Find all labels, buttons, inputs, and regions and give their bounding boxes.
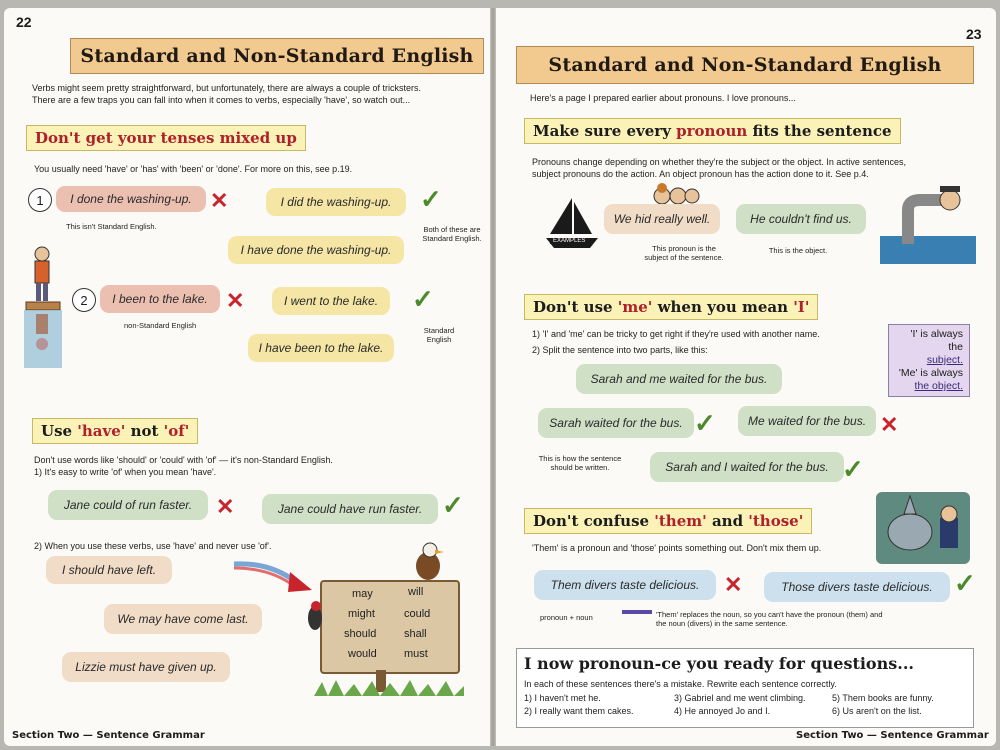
- question-5: 5) Them books are funny.: [832, 693, 934, 703]
- note-subject: This pronoun is the subject of the sentence.: [644, 244, 724, 262]
- example-number-1: 1: [28, 188, 52, 212]
- heading-them-those-part-a: Don't confuse: [533, 512, 655, 530]
- pill-i-have-done: I have done the washing-up.: [228, 236, 404, 264]
- heading-have-of-part-a: Use: [41, 422, 78, 440]
- page-title-right: Standard and Non-Standard English: [516, 46, 974, 84]
- intro-line-2: There are a few traps you can fall into when it comes to verbs, especially 'have', so watch out...: [32, 95, 411, 105]
- heading-me-i-part-d: 'I': [793, 298, 810, 316]
- note-both-standard: Both of these are Standard English.: [422, 225, 482, 243]
- cross-icon: ✕: [216, 494, 235, 519]
- tick-icon: ✓: [842, 454, 864, 484]
- heading-tenses-part-b: tenses mixed up: [160, 129, 297, 147]
- heading-me-i-part-b: 'me': [617, 298, 653, 316]
- sign-word-may: may: [352, 588, 373, 600]
- pill-them-divers: Them divers taste delicious.: [534, 570, 716, 600]
- sign-word-could: could: [404, 608, 431, 620]
- rule-line-3: 'Me' is always: [898, 367, 963, 379]
- rule-line-1: 'I' is always the: [910, 328, 963, 353]
- footer-right: Section Two — Sentence Grammar: [796, 730, 989, 741]
- arrow-line-icon: [622, 610, 652, 614]
- rainbow-arrow-icon: [230, 556, 314, 596]
- heading-me-i: [524, 294, 818, 320]
- diver-pipe-icon: [880, 184, 976, 264]
- label-pronoun-noun: pronoun + noun: [540, 613, 593, 622]
- cross-icon: ✕: [226, 288, 245, 313]
- me-i-line-1: 1) 'I' and 'me' can be tricky to get right if they're used with another name.: [532, 329, 820, 339]
- question-6: 6) Us aren't on the list.: [832, 706, 922, 716]
- rule-line-4: the object.: [914, 380, 963, 392]
- note-object: This is the object.: [768, 246, 828, 255]
- tick-icon: ✓: [442, 490, 464, 520]
- sign-word-should: should: [344, 628, 377, 640]
- pill-me-waited: Me waited for the bus.: [738, 406, 876, 436]
- tick-icon: ✓: [420, 184, 442, 214]
- question-4: 4) He annoyed Jo and I.: [674, 706, 771, 716]
- lake-man-illustration: [22, 240, 64, 370]
- heading-have-of-part-d: 'of': [163, 422, 190, 440]
- question-1: 1) I haven't met he.: [524, 693, 601, 703]
- heading-pronoun-part-b: pronoun: [676, 122, 748, 140]
- verbs-signboard: [320, 580, 460, 674]
- page-title-left: Standard and Non-Standard English: [70, 38, 484, 74]
- sign-word-shall: shall: [404, 628, 427, 640]
- shark-diver-icon: [876, 492, 970, 564]
- sign-word-would: would: [348, 648, 377, 660]
- questions-intro: In each of these sentences there's a mistake. Rewrite each sentence correctly.: [524, 679, 837, 689]
- pill-must-have: Lizzie must have given up.: [62, 652, 230, 682]
- pill-could-of: Jane could of run faster.: [48, 490, 208, 520]
- intro-line-1: Verbs might seem pretty straightforward, but unfortunately, there are always a couple of tricksters.: [32, 83, 422, 93]
- heading-pronoun-part-a: Make sure every: [533, 122, 677, 140]
- heading-have-of-part-b: 'have': [77, 422, 126, 440]
- have-of-line-3: 2) When you use these verbs, use 'have' and never use 'of'.: [34, 541, 272, 551]
- tick-icon: ✓: [954, 568, 976, 598]
- have-of-line-1: Don't use words like 'should' or 'could' with 'of' — it's non-Standard English.: [34, 455, 333, 465]
- question-2: 2) I really want them cakes.: [524, 706, 634, 716]
- heading-tenses: [26, 125, 306, 151]
- tenses-note: You usually need 'have' or 'has' with 'been' or 'done'. For more on this, see p.19.: [34, 164, 353, 174]
- pill-i-have-been: I have been to the lake.: [248, 334, 394, 362]
- page-number-left: 22: [16, 14, 32, 30]
- tick-icon: ✓: [412, 284, 434, 314]
- pronoun-text-2: subject pronouns do the action. An object pronoun has the action done to it. See p.4.: [532, 169, 869, 179]
- heading-pronoun: [524, 118, 901, 144]
- note-not-standard: This isn't Standard English.: [66, 222, 157, 231]
- cross-icon: ✕: [724, 572, 743, 597]
- pill-sarah-waited: Sarah waited for the bus.: [538, 408, 694, 438]
- heading-them-those-part-b: 'them': [654, 512, 707, 530]
- pill-sarah-and-me: Sarah and me waited for the bus.: [576, 364, 782, 394]
- pill-sarah-and-i: Sarah and I waited for the bus.: [650, 452, 844, 482]
- footer-left: Section Two — Sentence Grammar: [12, 730, 205, 741]
- pill-he-couldnt: He couldn't find us.: [736, 204, 866, 234]
- pill-may-have: We may have come last.: [104, 604, 262, 634]
- note-should-be-written: This is how the sentence should be written.: [538, 454, 622, 472]
- pill-those-divers: Those divers taste delicious.: [764, 572, 950, 602]
- pill-i-went: I went to the lake.: [272, 287, 390, 315]
- i-me-rule-box: [888, 324, 970, 397]
- cross-icon: ✕: [880, 412, 899, 437]
- pill-should-have: I should have left.: [46, 556, 172, 584]
- heading-have-of-part-c: not: [125, 422, 164, 440]
- them-replaces-note: 'Them' replaces the noun, so you can't have the pronoun (them) and the noun (divers) in the same sentence.: [656, 610, 883, 628]
- left-page: [4, 8, 490, 746]
- woodpecker-icon: [304, 600, 326, 634]
- page-number-right: 23: [966, 26, 982, 42]
- pill-we-hid: We hid really well.: [604, 204, 720, 234]
- pill-i-did: I did the washing-up.: [266, 188, 406, 216]
- them-those-line-1: 'Them' is a pronoun and 'those' points something out. Don't mix them up.: [532, 543, 822, 553]
- sign-word-might: might: [348, 608, 375, 620]
- heading-them-those-part-d: 'those': [748, 512, 804, 530]
- questions-heading: I now pronoun-ce you ready for questions...: [524, 654, 914, 673]
- heading-them-those-part-c: and: [706, 512, 749, 530]
- pronoun-intro: Here's a page I prepared earlier about pronouns. I love pronouns...: [530, 93, 796, 103]
- heading-pronoun-part-c: fits the sentence: [747, 122, 892, 140]
- pill-could-have: Jane could have run faster.: [262, 494, 438, 524]
- heading-have-of: [32, 418, 198, 444]
- cross-icon: ✕: [210, 188, 229, 213]
- sign-word-will: will: [408, 586, 424, 598]
- me-i-line-2: 2) Split the sentence into two parts, like this:: [532, 345, 708, 355]
- heading-me-i-part-c: when you mean: [652, 298, 794, 316]
- note-non-standard: non-Standard English: [124, 321, 197, 330]
- heading-them-those: [524, 508, 812, 534]
- pill-i-been: I been to the lake.: [100, 285, 220, 313]
- question-3: 3) Gabriel and me went climbing.: [674, 693, 806, 703]
- have-of-line-2: 1) It's easy to write 'of' when you mean 'have'.: [34, 467, 217, 477]
- example-number-2: 2: [72, 288, 96, 312]
- grass-icon: [314, 676, 464, 696]
- heading-tenses-part-a: Don't get your: [35, 129, 161, 147]
- tick-icon: ✓: [694, 408, 716, 438]
- rule-line-2: subject.: [926, 354, 963, 366]
- pill-i-done: I done the washing-up.: [56, 186, 206, 212]
- heading-me-i-part-a: Don't use: [533, 298, 618, 316]
- pronoun-text-1: Pronouns change depending on whether they're the subject or the object. In active sentences,: [532, 157, 906, 167]
- eagle-icon: [408, 540, 448, 584]
- sign-word-must: must: [404, 648, 428, 660]
- note-standard-english: Standard English: [423, 326, 455, 344]
- boat-label: EXAMPLES: [550, 238, 588, 244]
- right-page: [496, 8, 996, 746]
